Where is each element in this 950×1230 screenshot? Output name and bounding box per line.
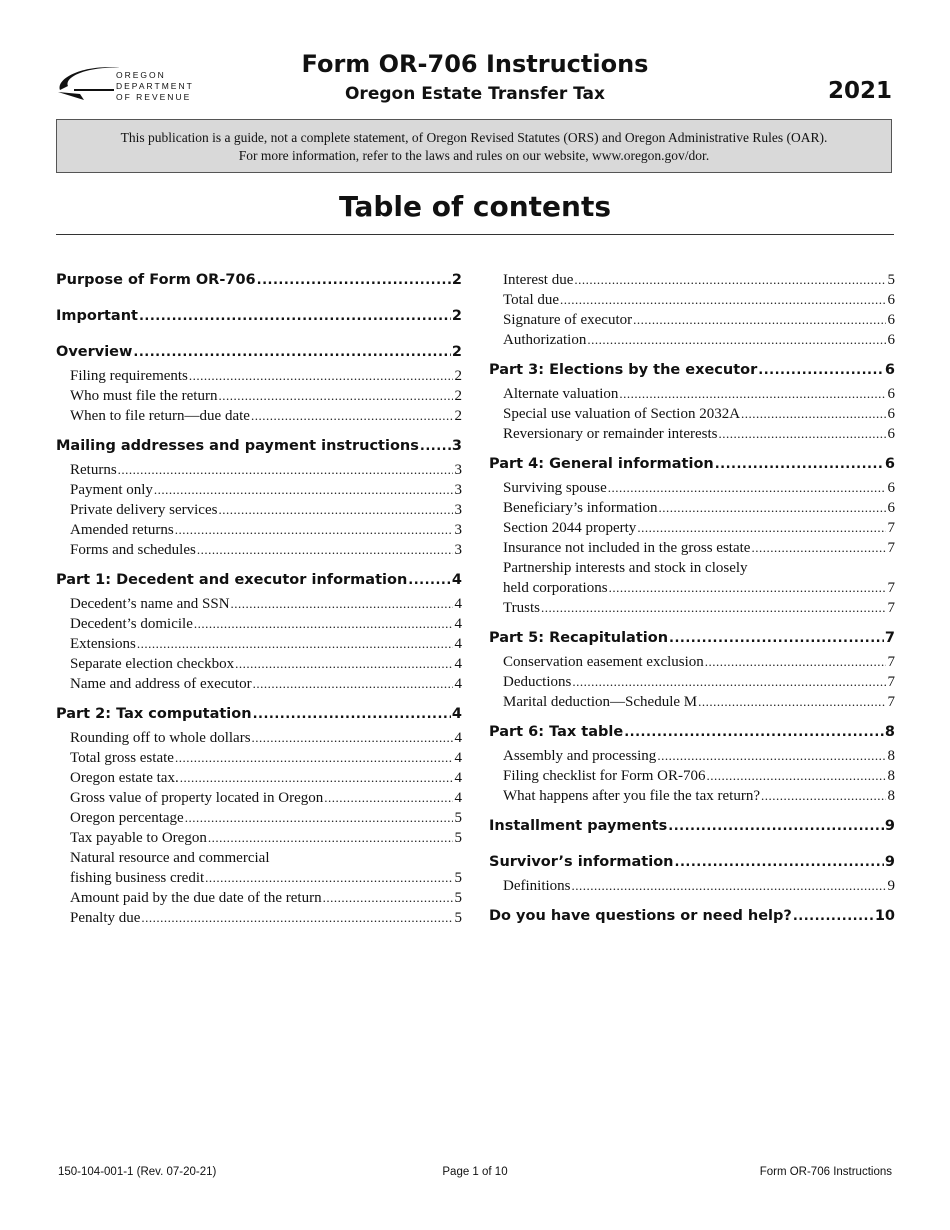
toc-entry-label: Name and address of executor: [70, 676, 252, 692]
toc-entry-label: Decedent’s name and SSN: [70, 596, 230, 612]
toc-entry-label: Conservation easement exclusion: [503, 654, 704, 670]
toc-entry-label: Purpose of Form OR-706: [56, 272, 256, 288]
document-title: Form OR-706 Instructions: [301, 50, 649, 78]
dot-leader: [574, 272, 886, 289]
toc-entry-label: Part 1: Decedent and executor information: [56, 572, 408, 588]
toc-entry-page: 5: [454, 870, 462, 886]
toc-subentry[interactable]: [489, 654, 895, 674]
footer-doc-name: Form OR-706 Instructions: [759, 1166, 892, 1178]
toc-subentry[interactable]: [56, 542, 462, 562]
toc-subentry[interactable]: [56, 770, 462, 790]
toc-entry-label: Amount paid by the due date of the return: [70, 890, 322, 906]
dot-leader: [253, 676, 453, 693]
dot-leader: [252, 730, 453, 747]
toc-entry-page: 7: [887, 540, 895, 556]
toc-entry-label: Part 3: Elections by the executor: [489, 362, 758, 378]
toc-section[interactable]: [489, 456, 895, 476]
dot-leader: [619, 386, 886, 403]
toc-entry-label: Alternate valuation: [503, 386, 619, 402]
dot-leader: [761, 788, 886, 805]
dot-leader: [175, 522, 453, 539]
toc-entry-label: Beneficiary’s information: [503, 500, 658, 516]
toc-entry-label: Trusts: [503, 600, 540, 616]
toc-section[interactable]: [489, 724, 895, 744]
toc-entry-page: 4: [454, 750, 462, 766]
dot-leader: [154, 482, 453, 499]
toc-subentry[interactable]: [56, 790, 462, 810]
dot-leader: [669, 630, 884, 646]
toc-subentry[interactable]: [56, 616, 462, 636]
toc-title: Table of contents: [338, 190, 612, 223]
toc-entry-label: Special use valuation of Section 2032A: [503, 406, 741, 422]
toc-entry-page: 2: [451, 344, 462, 360]
toc-entry-label: Filing requirements: [70, 368, 188, 384]
dot-leader: [741, 406, 886, 423]
toc-entry-page: 7: [887, 654, 895, 670]
toc-subentry[interactable]: [56, 910, 462, 930]
dot-leader: [758, 362, 884, 378]
toc-entry-label: Total due: [503, 292, 560, 308]
toc-entry-label: Mailing addresses and payment instructions: [56, 438, 419, 454]
toc-entry-page: 7: [887, 694, 895, 710]
document-subtitle: Oregon Estate Transfer Tax: [344, 84, 605, 104]
dot-leader: [719, 426, 886, 443]
toc-section[interactable]: [489, 854, 895, 874]
toc-entry-page: 9: [884, 818, 895, 834]
toc-section[interactable]: [489, 908, 895, 928]
dot-leader: [205, 870, 453, 887]
toc-right-column: [489, 272, 895, 944]
toc-subentry[interactable]: [489, 748, 895, 768]
toc-entry-page: 6: [887, 426, 895, 442]
toc-entry-page: 9: [884, 854, 895, 870]
toc-entry-page: 6: [887, 500, 895, 516]
toc-entry-page: 8: [887, 768, 895, 784]
toc-subentry[interactable]: [489, 600, 895, 620]
toc-subentry[interactable]: [56, 750, 462, 770]
dot-leader: [659, 500, 886, 517]
toc-entry-page: 3: [454, 542, 462, 558]
toc-entry-page: 10: [874, 908, 895, 924]
toc-entry-label: Part 5: Recapitulation: [489, 630, 669, 646]
toc-entry-page: 2: [451, 308, 462, 324]
dot-leader: [572, 878, 887, 895]
dot-leader: [587, 332, 886, 349]
toc-entry-page: 3: [454, 522, 462, 538]
toc-section[interactable]: [56, 438, 462, 458]
tax-year: 2021: [827, 78, 892, 104]
toc-subentry[interactable]: [56, 870, 462, 890]
toc-subentry[interactable]: [489, 332, 895, 352]
dot-leader: [675, 854, 884, 870]
toc-entry-page: 8: [887, 788, 895, 804]
toc-entry-label: Who must file the return: [70, 388, 218, 404]
toc-entry-page: 6: [887, 312, 895, 328]
toc-entry-label: Definitions: [503, 878, 571, 894]
toc-entry-page: 7: [887, 600, 895, 616]
toc-entry-page: 5: [454, 830, 462, 846]
toc-entry-page: 4: [454, 596, 462, 612]
toc-subentry[interactable]: [56, 636, 462, 656]
toc-entry-label: Total gross estate: [70, 750, 174, 766]
title-divider: [56, 234, 894, 235]
toc-subentry[interactable]: [56, 730, 462, 750]
dot-leader: [793, 908, 874, 924]
dot-leader: [231, 596, 453, 613]
toc-entry-label: Gross value of property located in Oregon: [70, 790, 324, 806]
toc-entry-label: Returns: [70, 462, 117, 478]
form-number: 150-104-001-1 (Rev. 07-20-21): [58, 1166, 217, 1178]
toc-section[interactable]: [56, 308, 462, 328]
toc-entry-page: 9: [887, 878, 895, 894]
toc-entry-page: 4: [451, 706, 462, 722]
toc-entry-page: 3: [454, 462, 462, 478]
dot-leader: [133, 344, 450, 360]
toc-subentry[interactable]: [56, 656, 462, 676]
dot-leader: [189, 368, 453, 385]
toc-subentry[interactable]: [56, 482, 462, 502]
dot-leader: [408, 572, 451, 588]
toc-entry-label: Forms and schedules: [70, 542, 196, 558]
toc-subentry[interactable]: [489, 520, 895, 540]
toc-section[interactable]: [56, 706, 462, 726]
toc-entry-label: Extensions: [70, 636, 136, 652]
dot-leader: [707, 768, 887, 785]
toc-entry-page: 4: [454, 616, 462, 632]
toc-subentry[interactable]: [489, 788, 895, 808]
dot-leader: [253, 706, 451, 722]
toc-entry-page: 2: [454, 388, 462, 404]
dot-leader: [715, 456, 884, 472]
dot-leader: [137, 636, 453, 653]
toc-subentry[interactable]: [489, 500, 895, 520]
toc-entry-page: 4: [454, 636, 462, 652]
toc-entry-page: 8: [887, 748, 895, 764]
dot-leader: [180, 770, 453, 787]
dot-leader: [657, 748, 886, 765]
toc-subentry[interactable]: [56, 368, 462, 388]
toc-entry-page: 6: [887, 480, 895, 496]
toc-entry-page: 5: [454, 810, 462, 826]
toc-entry-label: Section 2044 property: [503, 520, 637, 536]
toc-entry-label: Overview: [56, 344, 133, 360]
toc-section[interactable]: [56, 272, 462, 292]
toc-entry-page: 6: [887, 332, 895, 348]
dot-leader: [637, 520, 886, 537]
toc-entry-label: Oregon estate tax.: [70, 770, 179, 786]
toc-entry-label: Part 4: General information: [489, 456, 714, 472]
dot-leader: [668, 818, 884, 834]
toc-subentry[interactable]: [489, 426, 895, 446]
toc-subentry-label-line: Natural resource and commercial: [70, 850, 270, 866]
dot-leader: [218, 388, 453, 405]
page-number: Page 1 of 10: [442, 1166, 508, 1178]
toc-subentry-label-line: Partnership interests and stock in closely: [503, 560, 748, 576]
toc-entry-page: 5: [887, 272, 895, 288]
dot-leader: [560, 292, 886, 309]
toc-entry-page: 2: [451, 272, 462, 288]
logo-line-1: OREGON: [116, 70, 166, 80]
toc-entry-page: 2: [454, 368, 462, 384]
toc-entry-label: Survivor’s information: [489, 854, 674, 870]
toc-entry-page: 7: [884, 630, 895, 646]
toc-entry-label: Marital deduction—Schedule M: [503, 694, 698, 710]
notice-line-2: For more information, refer to the laws and rules on our website, www.oregon.gov/dor.: [238, 148, 710, 163]
dot-leader: [218, 502, 453, 519]
toc-entry-page: 3: [454, 482, 462, 498]
toc-entry-page: 4: [454, 656, 462, 672]
toc-subentry[interactable]: [489, 878, 895, 898]
toc-entry-label: What happens after you file the tax return?: [503, 788, 760, 804]
toc-entry-page: 6: [884, 456, 895, 472]
logo-line-3: OF REVENUE: [116, 92, 192, 102]
toc-entry-label: Private delivery services: [70, 502, 218, 518]
toc-subentry[interactable]: [489, 580, 895, 600]
toc-section[interactable]: [56, 344, 462, 364]
toc-entry-label: Penalty due: [70, 910, 141, 926]
toc-entry-page: 3: [454, 502, 462, 518]
dot-leader: [194, 616, 453, 633]
dot-leader: [541, 600, 886, 617]
toc-entry-page: 3: [451, 438, 462, 454]
toc-section[interactable]: [56, 572, 462, 592]
toc-subentry[interactable]: [489, 272, 895, 292]
toc-entry-page: 7: [887, 580, 895, 596]
toc-entry-page: 4: [454, 770, 462, 786]
toc-subentry[interactable]: [56, 408, 462, 428]
toc-left-column: [56, 272, 462, 940]
toc-entry-label: When to file return—due date: [70, 408, 250, 424]
toc-entry-page: 8: [884, 724, 895, 740]
toc-entry-page: 5: [454, 890, 462, 906]
toc-subentry[interactable]: [56, 522, 462, 542]
toc-entry-label: Decedent’s domicile: [70, 616, 193, 632]
toc-entry-page: 4: [454, 730, 462, 746]
toc-entry-label: Amended returns: [70, 522, 174, 538]
toc-entry-page: 6: [887, 292, 895, 308]
toc-section[interactable]: [489, 818, 895, 838]
toc-entry-label: held corporations: [503, 580, 608, 596]
publication-notice: [56, 119, 892, 173]
toc-entry-label: Signature of executor: [503, 312, 633, 328]
toc-subentry[interactable]: [489, 768, 895, 788]
toc-entry-label: Deductions: [503, 674, 572, 690]
toc-subentry[interactable]: [56, 388, 462, 408]
dot-leader: [324, 790, 453, 807]
toc-entry-label: Do you have questions or need help?: [489, 908, 792, 924]
toc-entry-label: Separate election checkbox: [70, 656, 235, 672]
toc-subentry[interactable]: [489, 540, 895, 560]
toc-subentry[interactable]: [56, 462, 462, 482]
toc-subentry[interactable]: [56, 676, 462, 696]
toc-entry-label: Part 6: Tax table: [489, 724, 624, 740]
toc-entry-page: 6: [887, 406, 895, 422]
dot-leader: [705, 654, 886, 671]
dot-leader: [257, 272, 451, 288]
toc-entry-label: Tax payable to Oregon: [70, 830, 207, 846]
dot-leader: [185, 810, 453, 827]
toc-subentry[interactable]: [489, 292, 895, 312]
toc-entry-label: Rounding off to whole dollars: [70, 730, 251, 746]
toc-entry-page: 5: [454, 910, 462, 926]
toc-entry-label: Important: [56, 308, 138, 324]
dot-leader: [235, 656, 453, 673]
toc-entry-label: Oregon percentage: [70, 810, 184, 826]
toc-entry-page: 7: [887, 674, 895, 690]
logo-line-2: DEPARTMENT: [116, 81, 194, 91]
notice-line-1: This publication is a guide, not a complete statement, of Oregon Revised Statutes (ORS) and Oregon Administrative Rules (OAR).: [120, 130, 828, 145]
toc-subentry[interactable]: [489, 406, 895, 426]
dot-leader: [572, 674, 886, 691]
toc-entry-page: 6: [887, 386, 895, 402]
toc-subentry[interactable]: [56, 830, 462, 850]
toc-subentry[interactable]: [489, 674, 895, 694]
dot-leader: [698, 694, 886, 711]
dot-leader: [323, 890, 453, 907]
dot-leader: [624, 724, 884, 740]
toc-subentry[interactable]: [489, 386, 895, 406]
toc-entry-label: Part 2: Tax computation: [56, 706, 252, 722]
toc-entry-page: 4: [451, 572, 462, 588]
toc-entry-label: Filing checklist for Form OR-706: [503, 768, 706, 784]
toc-entry-label: Assembly and processing: [503, 748, 657, 764]
toc-subentry[interactable]: [489, 694, 895, 714]
toc-entry-label: Surviving spouse: [503, 480, 607, 496]
toc-entry-label: Interest due: [503, 272, 574, 288]
toc-subentry[interactable]: [489, 480, 895, 500]
toc-section[interactable]: [489, 630, 895, 650]
dot-leader: [197, 542, 453, 559]
toc-subentry[interactable]: [56, 810, 462, 830]
toc-entry-page: 6: [884, 362, 895, 378]
toc-entry-label: Authorization: [503, 332, 587, 348]
dot-leader: [751, 540, 886, 557]
dot-leader: [208, 830, 453, 847]
toc-subentry[interactable]: [489, 312, 895, 332]
toc-entry-label: Insurance not included in the gross estate: [503, 540, 751, 556]
dot-leader: [633, 312, 886, 329]
dot-leader: [420, 438, 451, 454]
dot-leader: [118, 462, 453, 479]
toc-subentry[interactable]: [56, 502, 462, 522]
dot-leader: [175, 750, 453, 767]
toc-entry-page: 4: [454, 790, 462, 806]
toc-subentry[interactable]: [56, 596, 462, 616]
toc-entry-label: Installment payments: [489, 818, 668, 834]
toc-entry-page: 4: [454, 676, 462, 692]
dot-leader: [139, 308, 451, 324]
toc-entry-label: Payment only: [70, 482, 153, 498]
dot-leader: [251, 408, 453, 425]
dot-leader: [609, 580, 886, 597]
toc-subentry[interactable]: [56, 890, 462, 910]
toc-entry-label: fishing business credit: [70, 870, 205, 886]
toc-entry-label: Reversionary or remainder interests: [503, 426, 718, 442]
toc-section[interactable]: [489, 362, 895, 382]
dot-leader: [608, 480, 886, 497]
toc-entry-page: 2: [454, 408, 462, 424]
dot-leader: [141, 910, 453, 927]
toc-entry-page: 7: [887, 520, 895, 536]
